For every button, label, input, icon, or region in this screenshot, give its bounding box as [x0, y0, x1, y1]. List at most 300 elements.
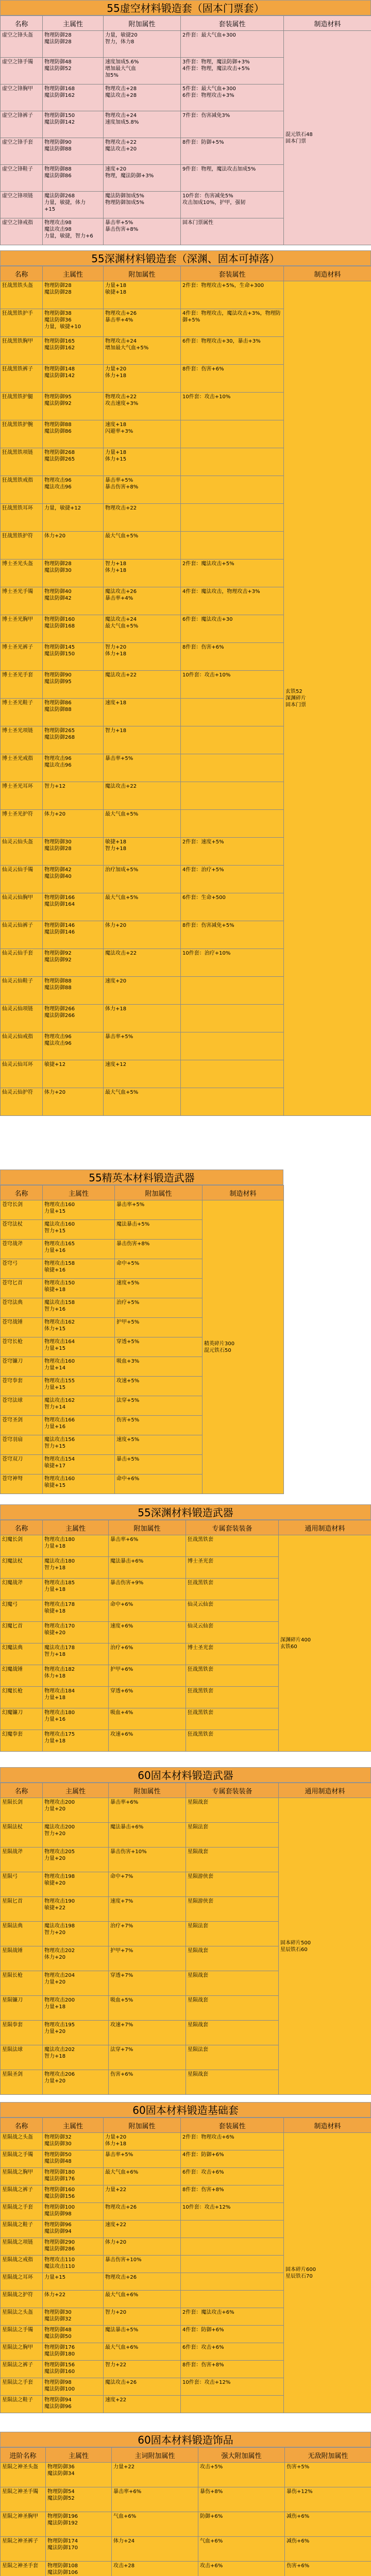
table-row — [1, 281, 371, 309]
cell-main: 物理攻击96 魔法攻击96 — [43, 1032, 104, 1060]
column-header: 制造材料 — [284, 266, 371, 281]
cell-name: 苍穹圣剑 — [1, 1416, 43, 1435]
cell-extra: 魔法攻击+26 — [104, 2378, 181, 2396]
cell-name: 仙灵云仙戒指 — [1, 1032, 43, 1060]
section-title-60-weapons: 60固本材料锻造武器 — [0, 1767, 371, 1783]
cell-name: 狂战黑铁头盔 — [1, 281, 43, 309]
cell-name: 星陨战之鞋子 — [1, 2221, 43, 2238]
cell-extra: 魔法攻击+22 — [104, 671, 181, 699]
cell-main: 物理攻击200 力量+18 — [43, 1996, 109, 2021]
cell-name: 仙灵云仙头盔 — [1, 838, 43, 866]
column-header: 名称 — [1, 16, 43, 31]
cell-main: 物理攻击110 魔法攻击110 — [43, 2256, 104, 2273]
column-header: 专属套装装备 — [186, 1520, 279, 1535]
cell-set: 10件套：攻击+10% — [181, 671, 284, 699]
cell-excl: 博士圣光套 — [186, 1643, 279, 1665]
cell-set: 固本门票属性 — [181, 218, 284, 245]
cell-extra: 敏捷+18 智力+18 — [104, 838, 181, 866]
cell-excl: 星陨战套 — [186, 2021, 279, 2045]
column-header: 强大附加属性 — [198, 2448, 285, 2463]
cell-extra: 力量+22 — [104, 2185, 181, 2203]
cell-name: 苍穹镰刀 — [1, 1357, 43, 1377]
cell-extra: 魔法暴击+6% — [109, 1823, 186, 1848]
cell-name: 星陨法典 — [1, 1922, 43, 1946]
cell-c: 减伤+6% — [285, 2512, 371, 2537]
cell-c: 减伤+6% — [285, 2537, 371, 2562]
cell-main: 魔法攻击198 智力+20 — [43, 1922, 109, 1946]
cell-set: 2件套：物理攻击+6% — [181, 2133, 284, 2150]
cell-excl: 星陨战套 — [186, 1798, 279, 1823]
cell-name: 苍穹法球 — [1, 1396, 43, 1416]
cell-main: 物理防御176 魔法防御180 — [43, 2343, 104, 2361]
cell-name: 星陨战之戒指 — [1, 2256, 43, 2273]
cell-b: 气血+6% — [198, 2537, 285, 2562]
cell-extra: 速度+20 — [104, 977, 181, 1005]
cell-a: 力量+22 — [112, 2463, 198, 2487]
cell-main: 物理攻击165 力量+16 — [43, 1240, 115, 1259]
column-header: 附加属性 — [109, 1783, 186, 1798]
column-header: 主属性 — [43, 2118, 104, 2133]
cell-name: 虚空之锋胸甲 — [1, 84, 43, 111]
cell-excl: 狂战黑铁套 — [186, 1535, 279, 1557]
cell-extra: 吸血+3% — [115, 1357, 203, 1377]
cell-set: 2件套：魔法攻击+6% — [181, 2308, 284, 2326]
cell-extra: 速度+7% — [109, 1897, 186, 1922]
cell-main: 物理攻击180 力量+16 — [43, 1708, 109, 1730]
cell-name: 星陨之神圣胸甲 — [1, 2512, 46, 2537]
cell-main: 物理防御28 魔法防御28 — [43, 31, 104, 58]
column-header: 主属性 — [46, 2448, 112, 2463]
column-header: 附加属性 — [104, 2118, 181, 2133]
cell-extra: 物理攻击+22 攻击速度+3% — [104, 393, 181, 420]
cell-main: 物理攻击160 力量+14 — [43, 1357, 115, 1377]
section-title-abyss-set: 55深渊材料锻造套（深渊、固本可掉落） — [0, 250, 371, 266]
cell-main: 物理攻击205 力量+20 — [43, 1848, 109, 1872]
cell-set: 6件套：攻击+6% — [181, 2343, 284, 2361]
cell-extra: 命中+7% — [109, 1872, 186, 1897]
cell-excl: 星陨战套 — [186, 1996, 279, 2021]
cell-extra: 命中+6% — [115, 1475, 203, 1494]
cell-name: 仙灵云仙裤子 — [1, 921, 43, 949]
cell-set — [181, 726, 284, 754]
cell-main: 物理防御54 魔法防御52 — [46, 2487, 112, 2512]
cell-name: 狂战黑铁裤子 — [1, 365, 43, 393]
cell-name: 星陨之神圣手镯 — [1, 2487, 46, 2512]
cell-set — [181, 476, 284, 504]
cell-main: 物理攻击160 敏捷+15 — [43, 1475, 115, 1494]
cell-name: 苍穹战斧 — [1, 1240, 43, 1259]
cell-set: 4件套：防御+6% — [181, 2326, 284, 2343]
cell-name: 星陨战之护符 — [1, 2291, 43, 2308]
cell-main: 物理防御92 魔法防御92 — [43, 949, 104, 977]
cell-extra: 吸血+5% — [109, 1996, 186, 2021]
cell-main: 物理防御88 魔法防御86 — [43, 420, 104, 448]
column-header: 专属套装装备 — [186, 1783, 279, 1798]
cell-main: 物理攻击180 力量+18 — [43, 1535, 109, 1557]
cell-extra: 暴击伤害+10% — [109, 1848, 186, 1872]
cell-excl: 星陨战套 — [186, 2070, 279, 2095]
cell-extra: 魔法暴击+6% — [109, 1557, 186, 1579]
cell-excl: 星陨战套 — [186, 1971, 279, 1996]
column-header: 通用制造材料 — [279, 1783, 371, 1798]
cell-name: 博士圣光护符 — [1, 810, 43, 838]
cell-name: 幻魔拳套 — [1, 1730, 43, 1752]
cell-set: 6件套：物理攻击+30，暴击+3% — [181, 337, 284, 365]
cell-name: 星陨法之鞋子 — [1, 2396, 43, 2413]
section-title-elite-weapons: 55精英本材料锻造武器 — [0, 1170, 283, 1185]
cell-main: 魔法攻击200 智力+20 — [43, 1823, 109, 1848]
cell-set: 2件套：魔法攻击+5% — [181, 560, 284, 587]
cell-main: 物理防御180 魔法防御176 — [43, 2168, 104, 2185]
cell-excl: 星陨游侠套 — [186, 1897, 279, 1922]
cell-main: 物理攻击206 力量+20 — [43, 2070, 109, 2095]
cell-name: 星陨之神圣裤子 — [1, 2537, 46, 2562]
cell-main: 力量，敏捷+12 — [43, 504, 104, 532]
cell-main: 魔法攻击162 智力+14 — [43, 1396, 115, 1416]
cell-main: 物理防御50 魔法防御48 — [43, 2150, 104, 2168]
cell-extra: 暴击+5% — [115, 1455, 203, 1475]
cell-name: 博士圣光项链 — [1, 726, 43, 754]
cell-extra: 物理攻击+26 — [104, 2273, 181, 2291]
cell-excl: 狂战黑铁套 — [186, 1708, 279, 1730]
cell-set: 4件套：治疗+5% — [181, 866, 284, 893]
cell-extra: 魔法攻击+26 暴击率+4% — [104, 587, 181, 615]
cell-extra: 最大气血+6% — [104, 2291, 181, 2308]
cell-excl: 仙灵云仙套 — [186, 1622, 279, 1643]
cell-set: 8件套：伤害+8% — [181, 2361, 284, 2378]
cell-set: 8件套：伤害减免+5% — [181, 921, 284, 949]
cell-main: 物理防御40 魔法防御42 — [43, 587, 104, 615]
cell-extra: 最大气血+5% — [104, 1088, 181, 1116]
cell-name: 狂战黑铁护符 — [1, 532, 43, 560]
column-header: 主属性 — [43, 266, 104, 281]
cell-excl: 星陨战套 — [186, 1946, 279, 1971]
cell-main: 物理攻击175 力量+18 — [43, 1730, 109, 1752]
cell-main: 物理攻击185 力量+18 — [43, 1579, 109, 1600]
cell-main: 物理防御95 魔法防御92 — [43, 393, 104, 420]
cell-main: 物理攻击162 体力+15 — [43, 1318, 115, 1337]
cell-extra: 吸血+4% — [109, 1708, 186, 1730]
cell-name: 星陨弓 — [1, 1872, 43, 1897]
cell-name: 星陨法之手镯 — [1, 2326, 43, 2343]
cell-extra: 护甲+7% — [109, 1946, 186, 1971]
abyss-set-table — [0, 266, 371, 1116]
cell-excl: 狂战黑铁套 — [186, 1730, 279, 1752]
60-accessories-table — [0, 2447, 371, 2576]
cell-set: 6件套：魔法攻击+30 — [181, 615, 284, 643]
material-cell: 固本碎片500 星辰铁石60 — [279, 1798, 371, 2095]
cell-main: 物理防御38 魔法防御36 力量，敏捷+10 — [43, 309, 104, 337]
cell-extra: 物理攻击+26 暴击率+4% — [104, 309, 181, 337]
cell-extra: 智力+20 — [104, 2308, 181, 2326]
cell-main: 物理防御168 魔法防御162 — [43, 84, 104, 111]
cell-main: 物理防御160 魔法防御156 — [43, 2185, 104, 2203]
cell-set: 2件套：物理攻击+5%，生命+300 — [181, 281, 284, 309]
cell-main: 物理攻击202 体力+20 — [43, 1946, 109, 1971]
cell-name: 仙灵云仙护符 — [1, 1088, 43, 1116]
material-cell: 精英碎片300 混元铁石50 — [203, 1200, 284, 1494]
cell-name: 星陨镰刀 — [1, 1996, 43, 2021]
cell-extra: 魔法攻击+24 最大气血+5% — [104, 615, 181, 643]
cell-main: 物理攻击195 力量+20 — [43, 2021, 109, 2045]
cell-extra: 速度+6% — [109, 1622, 186, 1643]
cell-extra: 智力+22 — [104, 2361, 181, 2378]
cell-extra: 穿透+7% — [109, 1971, 186, 1996]
cell-main: 物理防御160 魔法防御168 — [43, 615, 104, 643]
cell-extra: 力量+18 敏捷+18 — [104, 281, 181, 309]
cell-set: 7件套：伤害减免3% — [181, 111, 284, 138]
cell-extra: 力量+18 体力+15 — [104, 448, 181, 476]
column-header: 主属性 — [43, 1185, 115, 1200]
cell-main: 物理防御265 魔法防御268 — [43, 726, 104, 754]
cell-name: 星陨长枪 — [1, 1971, 43, 1996]
cell-name: 博士圣光胸甲 — [1, 615, 43, 643]
cell-name: 虚空之锋项链 — [1, 192, 43, 218]
cell-excl: 博士圣光套 — [186, 1557, 279, 1579]
cell-b: 攻击+5% — [198, 2463, 285, 2487]
cell-main: 物理防御36 魔法防御34 — [46, 2463, 112, 2487]
cell-a: 气血+6% — [112, 2512, 198, 2537]
cell-name: 虚空之锋手镯 — [1, 58, 43, 84]
cell-name: 星陨战之项链 — [1, 2238, 43, 2256]
cell-name: 博士圣光手镯 — [1, 587, 43, 615]
cell-main: 敏捷+12 — [43, 1060, 104, 1088]
cell-main: 物理攻击98 魔法攻击98 力量，敏捷，智力+6 — [43, 218, 104, 245]
cell-main: 物理攻击96 魔法攻击96 — [43, 754, 104, 782]
material-cell: 混元铁石48 固本门票 — [284, 31, 371, 245]
cell-main: 物理攻击182 体力+18 — [43, 1665, 109, 1687]
cell-main: 物理防御150 魔法防御142 — [43, 111, 104, 138]
cell-set: 6件套：生命+500 — [181, 893, 284, 921]
cell-name: 仙灵云仙胸甲 — [1, 893, 43, 921]
cell-main: 物理攻击198 敏捷+20 — [43, 1872, 109, 1897]
cell-extra: 力量+20 体力+18 — [104, 2133, 181, 2150]
table-row — [1, 2537, 371, 2562]
cell-main: 魔法攻击156 智力+15 — [43, 1435, 115, 1455]
cell-main: 物理防御30 魔法防御28 — [43, 838, 104, 866]
cell-set — [181, 782, 284, 810]
cell-name: 仙灵云仙耳环 — [1, 1060, 43, 1088]
abyss-weapons-table — [0, 1520, 371, 1752]
column-header: 套装属性 — [181, 2118, 284, 2133]
cell-set — [181, 532, 284, 560]
cell-main: 体力+22 — [43, 2291, 104, 2308]
cell-name: 狂战黑铁护腕 — [1, 420, 43, 448]
cell-name: 星陨法之头盔 — [1, 2308, 43, 2326]
cell-set — [181, 448, 284, 476]
section-title-60-accessories: 60固本材料锻造饰品 — [0, 2432, 371, 2447]
cell-b: 防御+6% — [198, 2512, 285, 2537]
cell-extra: 速度+5% — [115, 1435, 203, 1455]
cell-name: 虚空之锋鞋子 — [1, 165, 43, 192]
cell-main: 物理防御98 魔法防御100 — [43, 2378, 104, 2396]
cell-extra: 攻速+7% — [109, 2021, 186, 2045]
cell-name: 虚空之锋裤子 — [1, 111, 43, 138]
cell-set: 10件套：攻击+12% — [181, 2203, 284, 2221]
cell-set: 2件套：速度+5% — [181, 838, 284, 866]
column-header: 套装属性 — [181, 16, 284, 31]
cell-extra: 魔法暴击+5% — [115, 1220, 203, 1240]
cell-main: 物理攻击158 敏捷+16 — [43, 1259, 115, 1279]
cell-extra: 物理攻击+24 速度加成5.8% — [104, 111, 181, 138]
column-header: 主属性 — [43, 1783, 109, 1798]
60-weapons-table — [0, 1783, 371, 2095]
cell-set: 5件套：最大气血+300 6件套：物理攻击+3% — [181, 84, 284, 111]
column-header: 主属性 — [43, 1520, 109, 1535]
cell-extra: 暴击率+5% — [104, 754, 181, 782]
cell-excl: 星陨法套 — [186, 1922, 279, 1946]
cell-main: 物理攻击170 敏捷+20 — [43, 1622, 109, 1643]
cell-extra: 暴击伤害+8% — [115, 1240, 203, 1259]
cell-extra: 护甲+6% — [109, 1665, 186, 1687]
cell-extra: 速度+18 — [104, 699, 181, 726]
cell-extra: 魔法防御加成5% 物理防御加成5% — [104, 192, 181, 218]
cell-extra: 体力+20 — [104, 2238, 181, 2256]
cell-name: 幻魔镰刀 — [1, 1708, 43, 1730]
cell-name: 博士圣光裤子 — [1, 643, 43, 671]
cell-set — [181, 2291, 284, 2308]
cell-set: 8件套：伤害+8% — [181, 2185, 284, 2203]
cell-name: 星陨战之胸甲 — [1, 2168, 43, 2185]
cell-extra: 物理攻击+22 魔法攻击+20 — [104, 138, 181, 165]
table-row — [1, 1200, 284, 1220]
cell-extra: 攻速+6% — [109, 1730, 186, 1752]
cell-excl: 狂战黑铁套 — [186, 1579, 279, 1600]
table-row — [1, 31, 371, 58]
cell-name: 狂战黑铁护腿 — [1, 393, 43, 420]
cell-main: 物理攻击164 力量+15 — [43, 1337, 115, 1357]
column-header: 名称 — [1, 266, 43, 281]
cell-extra: 暴击率+6% — [109, 1798, 186, 1823]
cell-extra: 速度+20 物理，魔法防御+3% — [104, 165, 181, 192]
column-header: 附加属性 — [104, 16, 181, 31]
column-header: 进阶名称 — [1, 2448, 46, 2463]
cell-extra: 护甲+5% — [115, 1318, 203, 1337]
cell-set — [181, 977, 284, 1005]
section-title-60-base-set: 60固本材料锻造基础套 — [0, 2102, 371, 2117]
section-title-void-set: 55虚空材料锻造套（固本门票套） — [0, 0, 371, 15]
cell-extra: 魔法攻击+22 — [104, 782, 181, 810]
cell-extra: 法穿+7% — [109, 2045, 186, 2070]
cell-extra: 暴击率+6% — [109, 1535, 186, 1557]
column-header: 制造材料 — [203, 1185, 284, 1200]
cell-extra: 智力+18 — [104, 726, 181, 754]
cell-set: 2件套：最大气血+300 — [181, 31, 284, 58]
cell-name: 苍穹匕首 — [1, 1279, 43, 1298]
60-base-set-table — [0, 2117, 371, 2413]
cell-extra: 速度+5% — [115, 1279, 203, 1298]
cell-extra: 暴击率+5% — [104, 2150, 181, 2168]
cell-name: 星陨拳套 — [1, 2021, 43, 2045]
cell-excl: 狂战黑铁套 — [186, 1687, 279, 1708]
cell-excl: 星陨游侠套 — [186, 1872, 279, 1897]
column-header: 名称 — [1, 1185, 43, 1200]
cell-main: 物理攻击204 力量+20 — [43, 1971, 109, 1996]
cell-extra: 暴击伤害+10% — [104, 2256, 181, 2273]
cell-extra: 暴击率+5% 暴击伤害+8% — [104, 218, 181, 245]
cell-name: 狂战黑铁戒指 — [1, 476, 43, 504]
cell-name: 星陨战斧 — [1, 1848, 43, 1872]
cell-extra: 暴击率+5% — [104, 1032, 181, 1060]
cell-main: 魔法防御268 力量，敏捷，体力 +15 — [43, 192, 104, 218]
cell-a: 暴击率+6% — [112, 2487, 198, 2512]
cell-name: 星陨战之头盔 — [1, 2133, 43, 2150]
table-row — [1, 2487, 371, 2512]
cell-main: 物理防御165 魔法防御162 — [43, 337, 104, 365]
cell-name: 星陨战之手镯 — [1, 2150, 43, 2168]
cell-main: 物理防御28 魔法防御30 — [43, 560, 104, 587]
cell-extra: 力量+20 体力+18 — [104, 365, 181, 393]
cell-main: 物理攻击160 力量+15 — [43, 1200, 115, 1220]
cell-set — [181, 2396, 284, 2413]
cell-extra: 治疗加成+5% — [104, 866, 181, 893]
cell-name: 虚空之锋戒指 — [1, 218, 43, 245]
table-row — [1, 2562, 371, 2576]
cell-main: 物理攻击155 力量+15 — [43, 1377, 115, 1396]
table-row — [1, 1798, 371, 1823]
cell-set — [181, 2256, 284, 2273]
cell-name: 星陨匕首 — [1, 1897, 43, 1922]
cell-set — [181, 1060, 284, 1088]
cell-extra: 魔法暴击+5% — [104, 2326, 181, 2343]
cell-excl: 星陨法套 — [186, 2045, 279, 2070]
column-header: 制造材料 — [284, 2118, 371, 2133]
cell-extra: 力量，敏捷20 智力，体力8 — [104, 31, 181, 58]
cell-extra: 治疗+7% — [109, 1922, 186, 1946]
cell-extra: 体力+18 — [104, 1005, 181, 1032]
cell-name: 狂战黑铁项链 — [1, 448, 43, 476]
cell-a: 攻击+28 — [112, 2562, 198, 2576]
cell-extra: 最大气血+5% — [104, 532, 181, 560]
cell-set: 4件套：物理攻击，魔法攻击+3%，物理防御+5% — [181, 309, 284, 337]
cell-extra: 治疗+6% — [109, 1643, 186, 1665]
cell-extra: 穿透+5% — [115, 1337, 203, 1357]
cell-name: 苍穹法杖 — [1, 1220, 43, 1240]
cell-extra: 法穿+5% — [115, 1396, 203, 1416]
cell-name: 星陨圣剑 — [1, 2070, 43, 2095]
column-header: 附加属性 — [104, 266, 181, 281]
cell-extra: 命中+5% — [115, 1259, 203, 1279]
cell-main: 物理防御100 魔法防御98 — [43, 2203, 104, 2221]
column-header: 名称 — [1, 1783, 43, 1798]
cell-set: 4件套：防御+6% — [181, 2150, 284, 2168]
cell-name: 星陨战之手套 — [1, 2203, 43, 2221]
cell-name: 苍穹长剑 — [1, 1200, 43, 1220]
cell-extra: 速度+22 — [104, 2221, 181, 2238]
cell-main: 物理防御30 魔法防御32 — [43, 2308, 104, 2326]
cell-name: 博士圣光头盔 — [1, 560, 43, 587]
cell-main: 物理攻击154 敏捷+17 — [43, 1455, 115, 1475]
cell-set — [181, 420, 284, 448]
cell-extra: 暴击率+5% — [115, 1200, 203, 1220]
cell-set — [181, 754, 284, 782]
cell-main: 物理防御196 魔法防御192 — [46, 2512, 112, 2537]
cell-main: 物理防御166 魔法防御164 — [43, 893, 104, 921]
cell-name: 星陨法杖 — [1, 1823, 43, 1848]
cell-set — [181, 1032, 284, 1060]
cell-name: 苍穹羽扇 — [1, 1435, 43, 1455]
cell-name: 博士圣光耳环 — [1, 782, 43, 810]
void-set-table — [0, 15, 371, 245]
cell-extra: 物理攻击+28 魔法攻击+28 — [104, 84, 181, 111]
cell-main: 物理攻击190 敏捷+22 — [43, 1897, 109, 1922]
cell-extra: 物理攻击+22 — [104, 504, 181, 532]
cell-name: 仙灵云仙鞋子 — [1, 977, 43, 1005]
column-header: 名称 — [1, 1520, 43, 1535]
cell-main: 体力+20 — [43, 810, 104, 838]
section-title-abyss-weapons: 55深渊材料锻造武器 — [0, 1504, 371, 1520]
table-row — [1, 1535, 371, 1557]
